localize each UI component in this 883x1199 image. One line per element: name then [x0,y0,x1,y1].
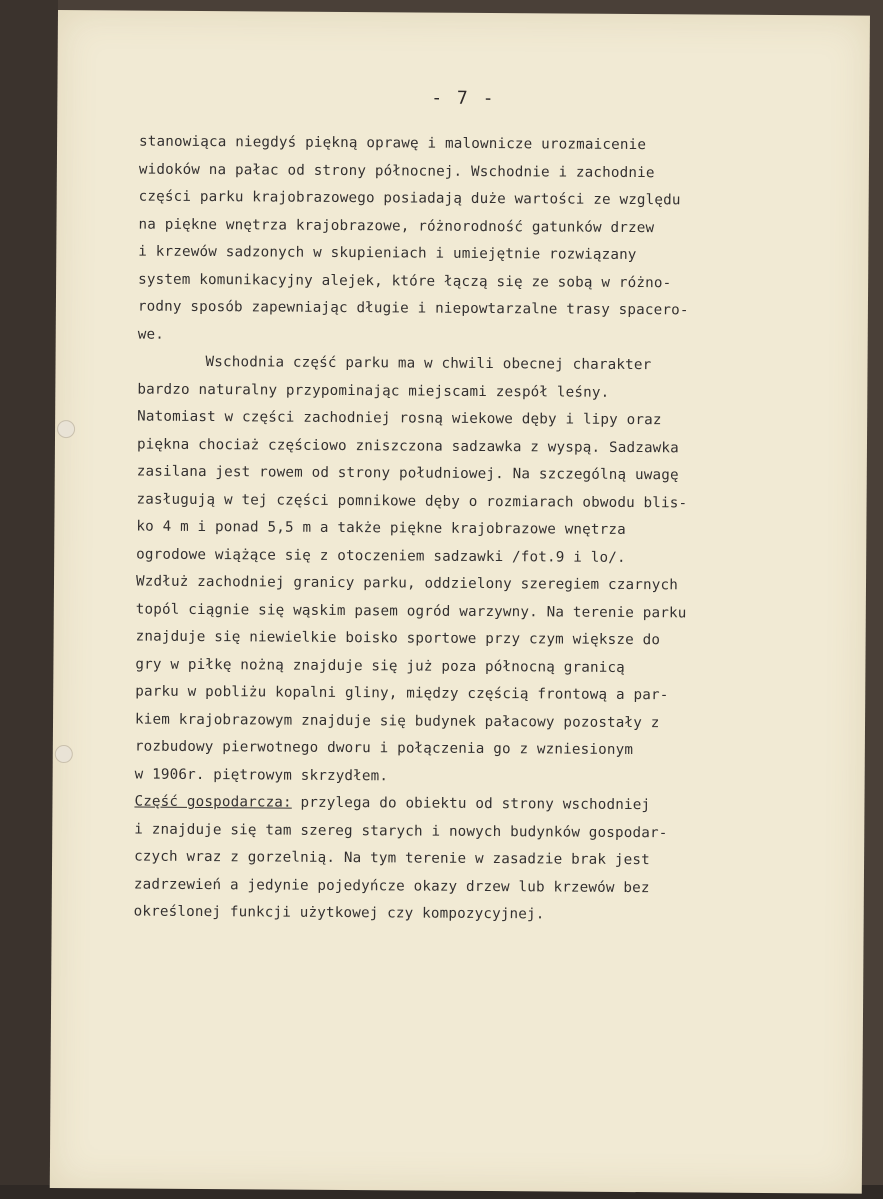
text-line: zasilana jest rowem od strony południowej. Na szczególną uwagę [136,463,679,484]
text-line: Wzdłuż zachodniej granicy parku, oddzielony szeregiem czarnych [135,573,679,594]
document-body [134,129,810,931]
text-line: znajduje się niewielkie boisko sportowe przy czym większe do [135,628,661,649]
text-line: kiem krajobrazowym znajduje się budynek pałacowy pozostały z [134,711,660,731]
text-line: stanowiąca niegdyś piękną oprawę i malownicze urozmaicenie [139,133,647,154]
punch-hole-top [57,420,75,438]
text-line: gry w piłkę nożną znajduje się już poza północną granicą [135,656,626,676]
section-first-line-text: przylega do obiektu od strony wschodniej [291,794,651,814]
text-line: części parku krajobrazowego posiadają duże wartości ze względu [138,188,681,209]
text-line: rodny sposób zapewniając długie i niepowtarzalne trasy spacero- [137,298,689,319]
text-line: Wschodnia część parku ma w chwili obecnej charakter [205,354,652,374]
document-page [50,10,870,1194]
text-line: określonej funkcji użytkowej czy kompozycyjnej. [133,903,545,923]
text-line: ogrodowe wiążące się z otoczeniem sadzawki /fot.9 i lo/. [136,546,626,566]
text-line: czych wraz z gorzelnią. Na tym terenie w zasadzie brak jest [134,848,650,869]
text-line: we. [137,326,165,343]
scan-background-edge [0,0,58,1199]
text-line: Natomiast w części zachodniej rosną wiekowe dęby i lipy oraz [137,408,662,429]
text-line: ko 4 m i ponad 5,5 m a także piękne krajobrazowe wnętrza [136,518,626,538]
punch-hole-bottom [55,745,73,763]
text-line: widoków na pałac od strony północnej. Wschodnie i zachodnie [138,161,655,181]
text-line: rozbudowy pierwotnego dworu i połączenia go z wzniesionym [134,738,634,759]
section-heading: Część gospodarcza: [134,793,292,811]
text-line: piękna chociaż częściowo zniszczona sadzawka z wyspą. Sadzawka [136,436,679,456]
page-number: - 7 - [431,87,496,110]
text-line: w 1906r. piętrowym skrzydłem. [134,766,389,784]
text-line: i znajduje się tam szereg starych i nowych budynków gospodar- [134,821,668,841]
text-line: system komunikacyjny alejek, które łączą się ze sobą w różno- [138,271,672,291]
text-line: parku w pobliżu kopalni gliny, między częścią frontową a par- [135,683,669,704]
text-line: i krzewów sadzonych w skupieniach i umiejętnie rozwiązany [138,243,637,264]
section-first-line [134,789,804,821]
text-line: na piękne wnętrza krajobrazowe, różnorodność gatunków drzew [138,216,655,236]
text-line: zadrzewień a jedynie pojedyńcze okazy drzew lub krzewów bez [133,876,650,896]
text-line: zasługują w tej części pomnikowe dęby o rozmiarach obwodu blis- [136,491,688,511]
text-line: bardzo naturalny przypominając miejscami zespół leśny. [137,381,610,401]
text-line: topól ciągnie się wąskim pasem ogród warzywny. Na terenie parku [135,601,687,621]
